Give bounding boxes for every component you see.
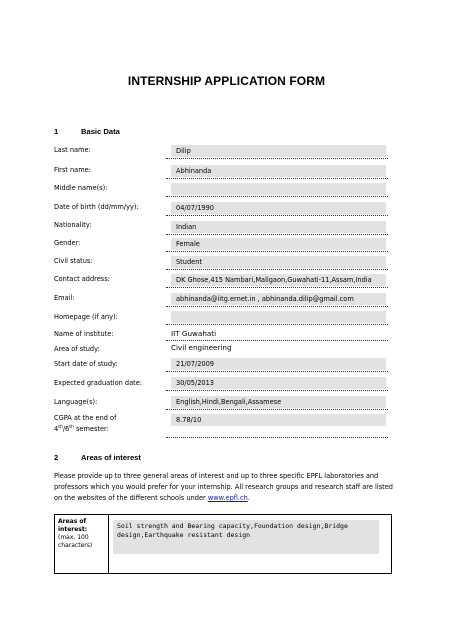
divider (166, 234, 388, 235)
cgpa-label (54, 414, 164, 434)
last-name-label: Last name: (54, 146, 91, 154)
email-field[interactable]: abhinanda@iitg.ernet.in , abhinanda.dilip@gmail.com (171, 293, 386, 305)
instructions-paragraph (54, 471, 394, 504)
homepage-field[interactable] (171, 311, 386, 323)
first-name-field[interactable]: Abhinanda (171, 165, 386, 177)
section-1-heading (54, 127, 120, 136)
dob-field[interactable]: 04/07/1990 (171, 202, 386, 214)
graduation-date-label: Expected graduation date: (54, 379, 143, 387)
email-label: Email: (54, 294, 75, 302)
homepage-label: Homepage (if any): (54, 313, 118, 321)
languages-label: Language(s): (54, 398, 98, 406)
cell-divider (108, 515, 109, 573)
divider (166, 437, 388, 438)
section-title: Areas of interest (81, 453, 141, 462)
divider (166, 287, 388, 288)
areas-of-interest-table (54, 514, 392, 574)
start-date-label: Start date of study: (54, 360, 118, 368)
middle-name-label: Middle name(s): (54, 184, 108, 192)
superscript: th (69, 425, 74, 430)
gender-field[interactable]: Female (171, 238, 386, 250)
superscript: th (58, 425, 63, 430)
section-number: 2 (54, 453, 59, 462)
divider (166, 251, 388, 252)
divider (166, 324, 388, 325)
epfl-link[interactable]: www.epfl.ch (207, 494, 248, 502)
contact-address-label: Contact address: (54, 275, 110, 283)
nationality-label: Nationality: (54, 221, 92, 229)
divider (166, 390, 388, 391)
last-name-field[interactable]: Dilip (171, 145, 386, 157)
gender-label: Gender: (54, 239, 81, 247)
divider (166, 178, 388, 179)
nationality-field[interactable]: Indian (171, 221, 386, 233)
cgpa-field[interactable]: 8.78/10 (171, 414, 386, 426)
section-title: Basic Data (81, 127, 120, 136)
institute-field[interactable]: IIT Guwahati (171, 329, 217, 338)
dob-label: Date of birth (dd/mm/yy): (54, 203, 139, 211)
areas-note: (max. 100 characters) (58, 534, 93, 549)
area-of-study-field[interactable]: Civil engineering (171, 343, 232, 352)
form-title: INTERNSHIP APPLICATION FORM (127, 74, 326, 88)
first-name-label: First name: (54, 166, 91, 174)
divider (166, 371, 388, 372)
cgpa-label-part: semester: (73, 425, 109, 434)
instructions-text: Please provide up to three general areas of interest and up to three specific EPFL laboratories and professors which you would prefer for your internship. All research groups and research staff are listed on the websites of the different schools under (54, 472, 393, 502)
area-of-study-label: Area of study: (54, 345, 100, 353)
divider (166, 158, 388, 159)
divider (166, 409, 388, 410)
institute-label: Name of institute: (54, 330, 114, 338)
areas-label: Areas of interest: (58, 518, 88, 533)
divider (166, 196, 388, 197)
areas-of-interest-field[interactable]: Soil strength and Bearing capacity,Foundation design,Bridge design,Earthquake resistant design (113, 520, 379, 554)
cgpa-label-line1: CGPA at the end of (54, 414, 117, 422)
cgpa-label-part: /6 (62, 425, 70, 434)
contact-address-field[interactable]: DK Ghose,415 Nambari,Maligaon,Guwahati-11,Assam,India (171, 274, 386, 286)
graduation-date-field[interactable]: 30/05/2013 (171, 377, 386, 389)
instructions-end: . (247, 494, 250, 502)
civil-status-label: Civil status: (54, 257, 93, 265)
divider (166, 306, 388, 307)
languages-field[interactable]: English,Hindi,Bengali,Assamese (171, 396, 386, 408)
divider (166, 269, 388, 270)
section-2-heading (54, 453, 141, 462)
divider (166, 340, 388, 341)
start-date-field[interactable]: 21/07/2009 (171, 358, 386, 370)
areas-label-cell (58, 518, 106, 550)
section-number: 1 (54, 127, 59, 136)
cgpa-label-part: 4 (54, 425, 59, 434)
civil-status-field[interactable]: Student (171, 256, 386, 268)
middle-name-field[interactable] (171, 183, 386, 195)
divider (166, 215, 388, 216)
